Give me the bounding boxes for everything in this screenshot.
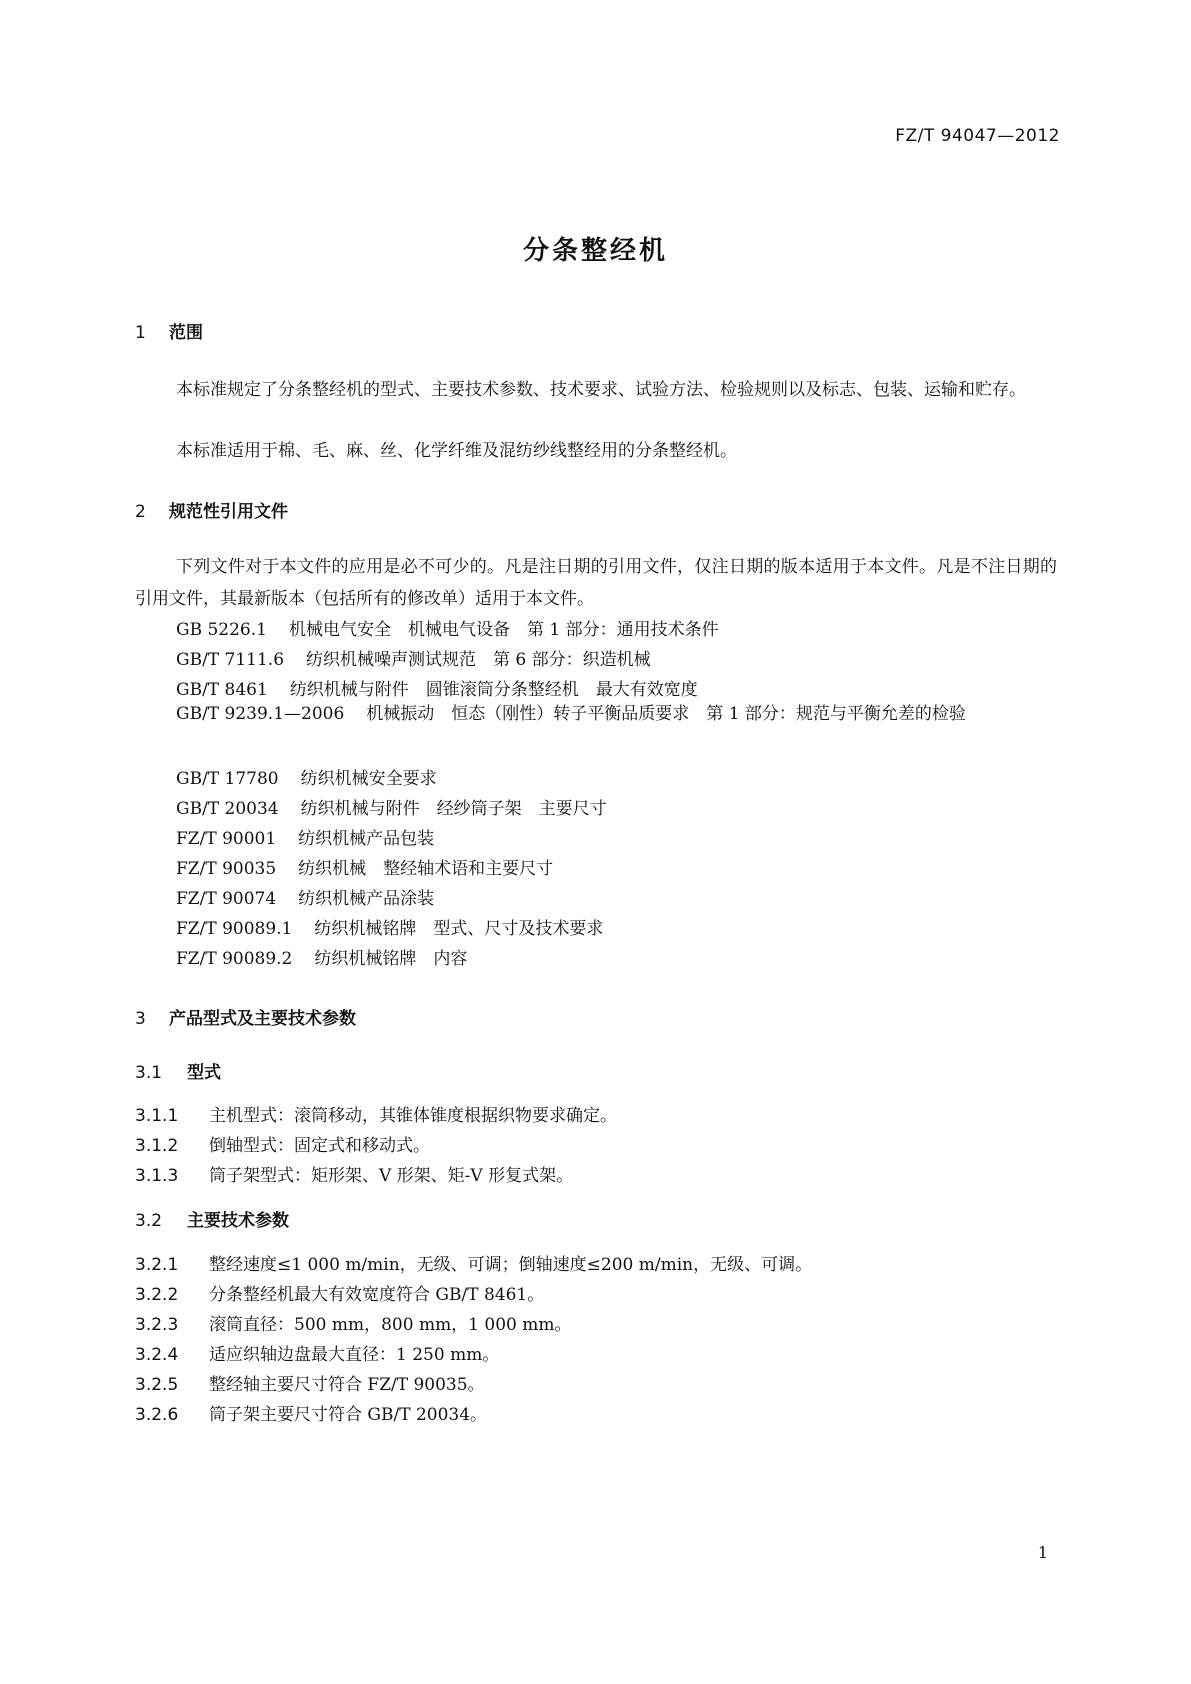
clause-text: 整经轴主要尺寸符合 FZ/T 90035。 bbox=[209, 1375, 485, 1395]
clause-item bbox=[135, 1131, 430, 1156]
reference-title: 纺织机械噪声测试规范 第 6 部分：织造机械 bbox=[306, 650, 651, 670]
reference-title: 机械电气安全 机械电气设备 第 1 部分：通用技术条件 bbox=[288, 620, 719, 640]
clause-number: 3.2.4 bbox=[135, 1345, 179, 1365]
clause-text: 主机型式：滚筒移动，其锥体锥度根据织物要求确定。 bbox=[209, 1106, 617, 1126]
section-title: 型式 bbox=[187, 1063, 221, 1083]
clause-item bbox=[135, 1340, 499, 1365]
clause-text: 整经速度≤1 000 m/min，无级、可调；倒轴速度≤200 m/min，无级、可调。 bbox=[209, 1255, 813, 1275]
reference-title: 纺织机械产品包装 bbox=[298, 829, 435, 849]
section-3-heading bbox=[135, 1004, 356, 1029]
reference-item bbox=[176, 944, 467, 969]
section-title: 产品型式及主要技术参数 bbox=[169, 1009, 356, 1029]
clause-number: 3.2.2 bbox=[135, 1285, 179, 1305]
reference-item bbox=[176, 615, 719, 640]
reference-code: GB/T 17780 bbox=[176, 769, 279, 789]
clause-text: 筒子架主要尺寸符合 GB/T 20034。 bbox=[209, 1405, 488, 1425]
document-title: 分条整经机 bbox=[522, 236, 668, 266]
section-number: 3.1 bbox=[135, 1063, 163, 1083]
clause-item bbox=[135, 1310, 572, 1335]
clause-number: 3.2.5 bbox=[135, 1375, 179, 1395]
reference-title: 纺织机械铭牌 型式、尺寸及技术要求 bbox=[314, 919, 604, 939]
clause-item bbox=[135, 1250, 812, 1275]
section-3-1-heading bbox=[135, 1058, 221, 1083]
reference-code: FZ/T 90089.2 bbox=[176, 949, 293, 969]
reference-item bbox=[176, 764, 437, 789]
reference-code: GB/T 8461 bbox=[176, 680, 268, 700]
reference-title: 纺织机械安全要求 bbox=[300, 769, 437, 789]
clause-item bbox=[135, 1400, 487, 1425]
clause-text: 适应织轴边盘最大直径：1 250 mm。 bbox=[209, 1345, 500, 1365]
clause-item bbox=[135, 1280, 544, 1305]
section-number: 2 bbox=[135, 502, 146, 522]
clause-text: 分条整经机最大有效宽度符合 GB/T 8461。 bbox=[209, 1285, 545, 1305]
clause-number: 3.2.6 bbox=[135, 1405, 179, 1425]
section-3-2-heading bbox=[135, 1206, 289, 1231]
reference-title: 机械振动 恒态（刚性）转子平衡品质要求 第 1 部分：规范与平衡允差的检验 bbox=[366, 704, 966, 724]
clause-number: 3.1.3 bbox=[135, 1166, 179, 1186]
reference-code: GB/T 7111.6 bbox=[176, 650, 285, 670]
reference-item bbox=[176, 854, 553, 879]
clause-number: 3.2.1 bbox=[135, 1255, 179, 1275]
reference-code: GB/T 9239.1—2006 bbox=[176, 704, 345, 724]
reference-item bbox=[135, 698, 1057, 730]
reference-item bbox=[176, 794, 607, 819]
clause-number: 3.2.3 bbox=[135, 1315, 179, 1335]
clause-number: 3.1.1 bbox=[135, 1106, 179, 1126]
reference-title: 纺织机械与附件 圆锥滚筒分条整经机 最大有效宽度 bbox=[289, 680, 698, 700]
reference-item bbox=[176, 884, 434, 909]
normative-intro: 下列文件对于本文件的应用是必不可少的。凡是注日期的引用文件，仅注日期的版本适用于本文件。凡是不注日期的引用文件，其最新版本（包括所有的修改单）适用于本文件。 bbox=[135, 557, 1057, 609]
page-number: 1 bbox=[1037, 1543, 1048, 1562]
reference-title: 纺织机械产品涂装 bbox=[298, 889, 435, 909]
section-number: 1 bbox=[135, 323, 146, 343]
section-title: 主要技术参数 bbox=[187, 1211, 289, 1231]
section-number: 3.2 bbox=[135, 1211, 163, 1231]
clause-text: 滚筒直径：500 mm，800 mm，1 000 mm。 bbox=[209, 1315, 572, 1335]
clause-text: 倒轴型式：固定式和移动式。 bbox=[209, 1136, 430, 1156]
scope-paragraph-1: 本标准规定了分条整经机的型式、主要技术参数、技术要求、试验方法、检验规则以及标志、包装、运输和贮存。 bbox=[176, 380, 1026, 400]
clause-text: 筒子架型式：矩形架、V 形架、矩-V 形复式架。 bbox=[209, 1166, 574, 1186]
reference-item bbox=[176, 675, 698, 700]
reference-title: 纺织机械铭牌 内容 bbox=[314, 949, 468, 969]
reference-title: 纺织机械 整经轴术语和主要尺寸 bbox=[298, 859, 554, 879]
section-title: 规范性引用文件 bbox=[169, 502, 288, 522]
reference-item bbox=[176, 824, 434, 849]
clause-number: 3.1.2 bbox=[135, 1136, 179, 1156]
reference-code: FZ/T 90089.1 bbox=[176, 919, 293, 939]
reference-code: FZ/T 90074 bbox=[176, 889, 277, 909]
section-title: 范围 bbox=[169, 323, 203, 343]
reference-code: GB 5226.1 bbox=[176, 620, 267, 640]
reference-code: GB/T 20034 bbox=[176, 799, 279, 819]
reference-title: 纺织机械与附件 经纱筒子架 主要尺寸 bbox=[300, 799, 607, 819]
section-number: 3 bbox=[135, 1009, 146, 1029]
standard-code: FZ/T 94047—2012 bbox=[895, 126, 1060, 146]
scope-paragraph-2: 本标准适用于棉、毛、麻、丝、化学纤维及混纺纱线整经用的分条整经机。 bbox=[176, 441, 737, 461]
section-2-heading bbox=[135, 497, 288, 522]
reference-item bbox=[176, 645, 651, 670]
clause-item bbox=[135, 1370, 485, 1395]
reference-item bbox=[176, 914, 603, 939]
clause-item bbox=[135, 1161, 573, 1186]
section-1-heading bbox=[135, 318, 203, 343]
reference-code: FZ/T 90001 bbox=[176, 829, 277, 849]
clause-item bbox=[135, 1101, 617, 1126]
reference-code: FZ/T 90035 bbox=[176, 859, 277, 879]
